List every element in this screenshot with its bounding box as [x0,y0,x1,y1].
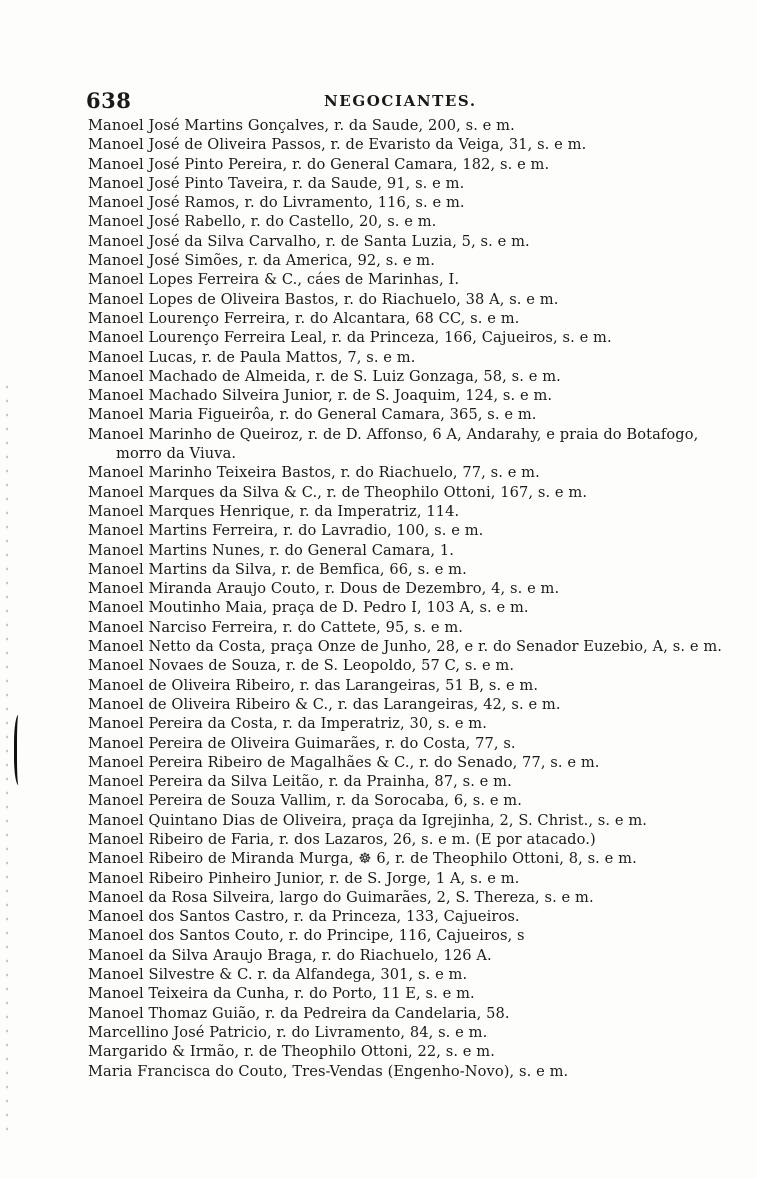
directory-entry: Manoel Ribeiro Pinheiro Junior, r. de S. Jorge, 1 A, s. e m. [88,869,520,887]
margin-binding-dots [2,380,12,1140]
directory-entry: Manoel Miranda Araujo Couto, r. Dous de Dezembro, 4, s. e m. [88,580,560,598]
directory-entry: Manoel José de Oliveira Passos, r. de Evaristo da Veiga, 31, s. e m. [88,136,587,154]
directory-entry: Manoel Marques Henrique, r. da Imperatriz, 114. [88,502,460,520]
directory-entry: Manoel Lourenço Ferreira, r. do Alcantara, 68 CC, s. e m. [88,309,520,327]
directory-entry: Manoel Machado Silveira Junior, r. de S. Joaquim, 124, s. e m. [88,387,553,405]
directory-entry: Manoel José Rabello, r. do Castello, 20, s. e m. [88,213,437,231]
directory-entry: Manoel José Martins Gonçalves, r. da Saude, 200, s. e m. [88,117,515,134]
directory-entry: Marcellino José Patricio, r. do Livramento, 84, s. e m. [88,1023,488,1041]
directory-entry: Manoel Pereira Ribeiro de Magalhães & C., r. do Senado, 77, s. e m. [88,753,600,771]
directory-entry: Manoel Novaes de Souza, r. de S. Leopoldo, 57 C, s. e m. [88,657,515,675]
directory-entry: Manoel Netto da Costa, praça Onze de Junho, 28, e r. do Senador Euzebio, A, s. e m. [88,638,722,656]
directory-entry: Maria Francisca do Couto, Tres-Vendas (Engenho-Novo), s. e m. [88,1062,569,1080]
directory-entries [88,116,728,1081]
directory-entry: Margarido & Irmão, r. de Theophilo Ottoni, 22, s. e m. [88,1043,495,1061]
directory-entry: Manoel Machado de Almeida, r. de S. Luiz Gonzaga, 58, s. e m. [88,367,561,385]
directory-entry: Manoel José Simões, r. da America, 92, s. e m. [88,252,435,270]
directory-entry: Manoel Marinho Teixeira Bastos, r. do Riachuelo, 77, s. e m. [88,464,540,482]
directory-entry: Manoel Maria Figueirôa, r. do General Camara, 365, s. e m. [88,406,537,424]
directory-entry: Manoel Marinho de Queiroz, r. de D. Affonso, 6 A, Andarahy, e praia do Botafogo, morro da Viuva. [88,425,699,463]
directory-entry: Manoel Silvestre & C. r. da Alfandega, 301, s. e m. [88,966,468,984]
directory-entry: Manoel Quintano Dias de Oliveira, praça da Igrejinha, 2, S. Christ., s. e m. [88,811,648,829]
directory-entry: Manoel Thomaz Guião, r. da Pedreira da Candelaria, 58. [88,1004,510,1022]
directory-entry: Manoel Martins Nunes, r. do General Camara, 1. [88,541,455,559]
directory-entry: Manoel Lucas, r. de Paula Mattos, 7, s. e m. [88,348,416,366]
directory-entry: Manoel Lopes Ferreira & C., cáes de Marinhas, I. [88,271,460,289]
directory-entry: Manoel da Rosa Silveira, largo do Guimarães, 2, S. Thereza, s. e m. [88,888,594,906]
directory-entry: Manoel dos Santos Couto, r. do Principe, 116, Cajueiros, s [88,927,525,945]
margin-bracket-mark [14,715,25,785]
directory-entry: Manoel Marques da Silva & C., r. de Theophilo Ottoni, 167, s. e m. [88,483,588,501]
directory-entry: Manoel Martins da Silva, r. de Bemfica, 66, s. e m. [88,560,467,578]
directory-entry: Manoel Lopes de Oliveira Bastos, r. do Riachuelo, 38 A, s. e m. [88,290,559,308]
directory-entry: Manoel Pereira da Costa, r. da Imperatriz, 30, s. e m. [88,715,487,733]
directory-entry: Manoel da Silva Araujo Braga, r. do Riachuelo, 126 A. [88,946,492,964]
directory-entry: Manoel Pereira da Silva Leitão, r. da Prainha, 87, s. e m. [88,773,512,791]
directory-entry: Manoel dos Santos Castro, r. da Princeza, 133, Cajueiros. [88,908,520,926]
directory-entry: Manoel de Oliveira Ribeiro & C., r. das Larangeiras, 42, s. e m. [88,695,561,713]
directory-entry: Manoel de Oliveira Ribeiro, r. das Larangeiras, 51 B, s. e m. [88,676,539,694]
directory-entry: Manoel Moutinho Maia, praça de D. Pedro I, 103 A, s. e m. [88,599,529,617]
directory-entry: Manoel Lourenço Ferreira Leal, r. da Princeza, 166, Cajueiros, s. e m. [88,329,612,347]
directory-entry: Manoel Narciso Ferreira, r. do Cattete, 95, s. e m. [88,618,464,636]
directory-entry: Manoel Teixeira da Cunha, r. do Porto, 11 E, s. e m. [88,985,475,1003]
directory-entry: Manoel Pereira de Oliveira Guimarães, r. do Costa, 77, s. [88,734,516,752]
directory-entry: Manoel Ribeiro de Faria, r. dos Lazaros, 26, s. e m. (E por atacado.) [88,830,596,848]
directory-entry: Manoel Martins Ferreira, r. do Lavradio, 100, s. e m. [88,522,484,540]
page-header [86,88,646,112]
directory-entry: Manoel José Pinto Taveira, r. da Saude, 91, s. e m. [88,174,465,192]
page-number: 638 [86,88,132,113]
directory-entry: Manoel Pereira de Souza Vallim, r. da Sorocaba, 6, s. e m. [88,792,522,810]
directory-entry: Manoel José Pinto Pereira, r. do General Camara, 182, s. e m. [88,155,550,173]
running-head: NEGOCIANTES. [324,92,477,110]
directory-entry: Manoel Ribeiro de Miranda Murga, ☸ 6, r. de Theophilo Ottoni, 8, s. e m. [88,850,637,868]
directory-entry: Manoel José da Silva Carvalho, r. de Santa Luzia, 5, s. e m. [88,232,530,250]
directory-entry: Manoel José Ramos, r. do Livramento, 116, s. e m. [88,194,465,212]
